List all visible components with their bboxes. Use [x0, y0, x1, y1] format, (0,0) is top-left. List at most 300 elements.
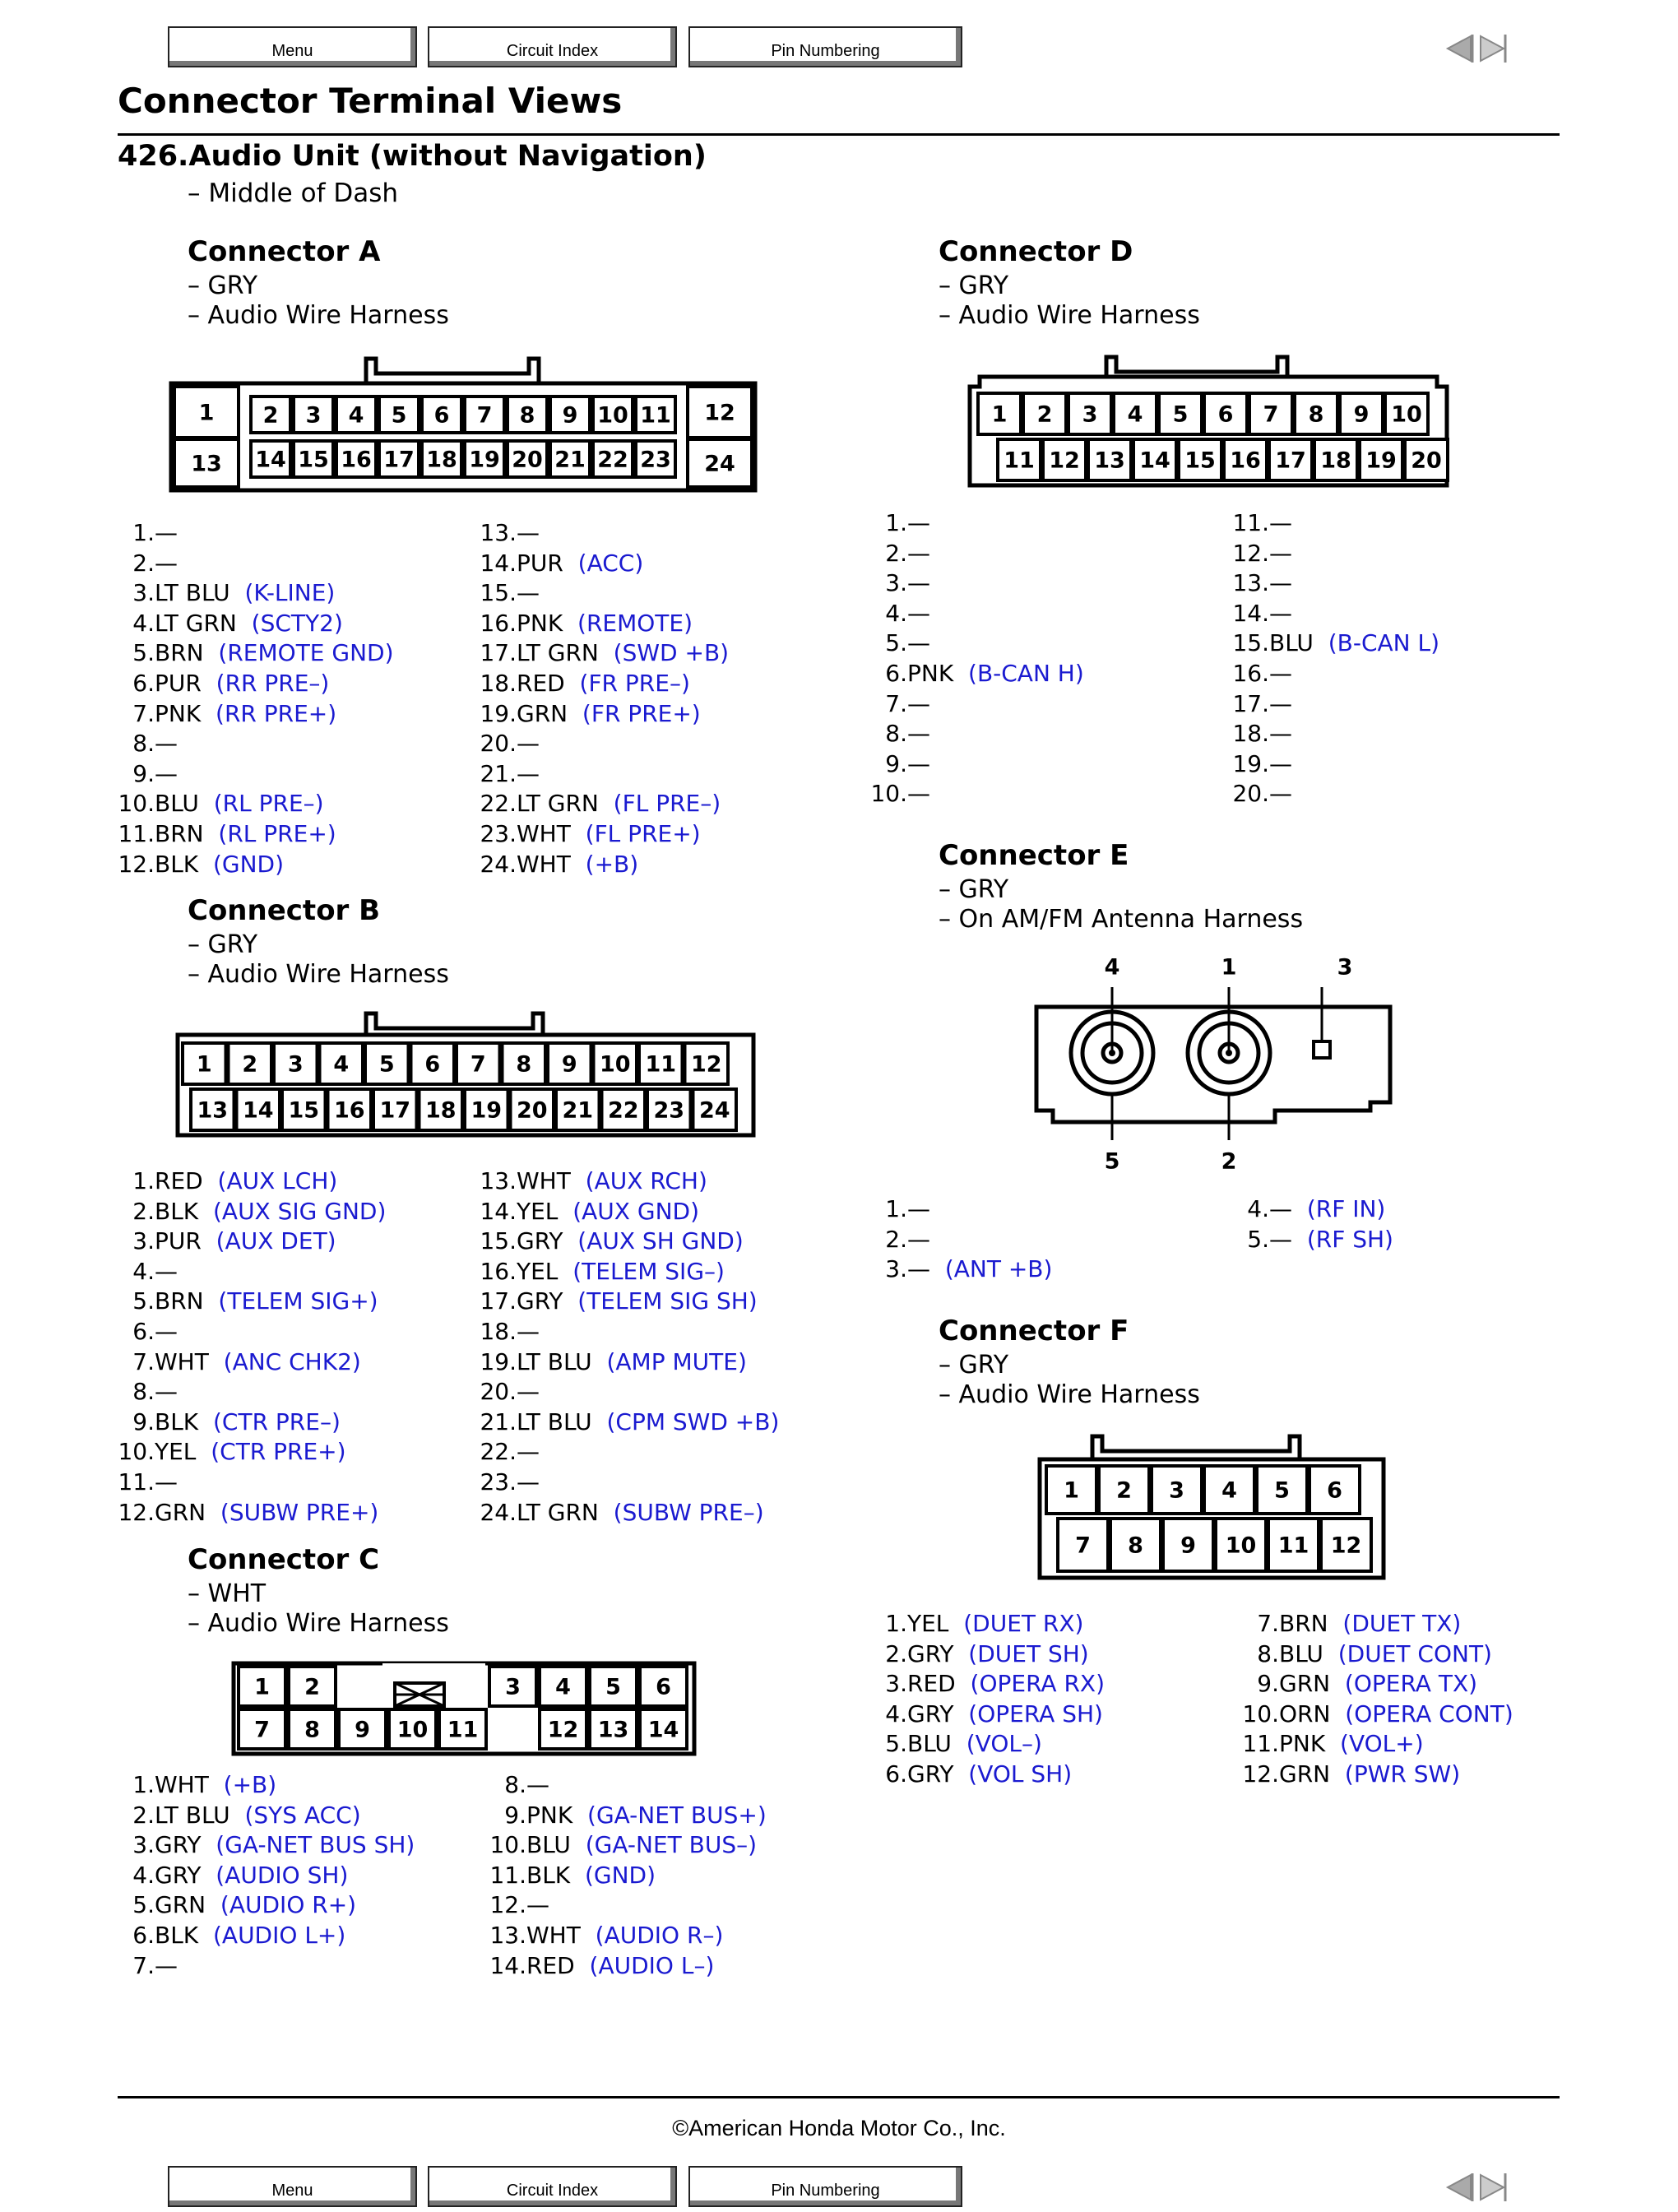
pin-number: 14. [480, 1197, 517, 1225]
component-heading: 426.Audio Unit (without Navigation) [118, 140, 707, 173]
pin-number: 5. [132, 1891, 155, 1919]
pin-row [115, 1861, 415, 1891]
previous-page-icon[interactable] [1448, 2175, 1471, 2200]
pin-number: 19. [480, 699, 517, 727]
pin-row [477, 578, 729, 609]
pin-number: 21. [480, 759, 517, 787]
pin-function: (AUX SIG GND) [212, 1197, 387, 1225]
pin-number: 24. [480, 1498, 517, 1526]
pin-number: 22. [480, 1438, 517, 1466]
pin-row [1230, 628, 1439, 659]
terminal-number: 24 [704, 451, 735, 477]
wire-color: — [155, 519, 178, 546]
connector-d-pins-left [868, 508, 1084, 809]
pin-row [1230, 1194, 1393, 1225]
pin-function: (SCTY2) [251, 609, 343, 637]
pin-function: (RL PRE+) [218, 819, 336, 847]
terminal-number: 6 [656, 1674, 671, 1700]
pin-row [477, 1197, 779, 1227]
wire-color: ORN [1279, 1700, 1331, 1727]
connector-b-meta [188, 930, 449, 990]
wire-color: PUR [517, 549, 563, 577]
terminal-number: 5 [391, 402, 407, 429]
wire-color: BLK [155, 850, 199, 878]
pin-number: 2. [885, 1639, 907, 1667]
terminal-number: 7 [1263, 401, 1279, 428]
terminal-number: 7 [1075, 1533, 1091, 1559]
connector-c-diagram [230, 1662, 707, 1760]
connector-a-title: Connector A [188, 235, 381, 268]
terminal-number: 7 [476, 402, 493, 429]
pin-row [477, 549, 729, 579]
pin-function: (OPERA RX) [970, 1670, 1106, 1698]
pin-function: (DUET SH) [968, 1639, 1089, 1667]
pin-row [868, 539, 1084, 569]
previous-page-icon[interactable] [1448, 36, 1471, 61]
connector-e-pins-left [868, 1194, 1052, 1285]
wire-color: — [1269, 689, 1292, 717]
wire-color: BLU [155, 790, 199, 818]
terminal-number: 9 [1180, 1533, 1196, 1559]
wire-color: GRN [517, 699, 568, 727]
terminal-number: 13 [597, 1717, 629, 1743]
wire-color: — [907, 629, 930, 657]
locking-tab [366, 1013, 543, 1035]
pin-number: 17. [480, 639, 517, 667]
next-page-icon[interactable] [1481, 36, 1504, 61]
wire-color: LT BLU [517, 1347, 592, 1375]
pin-row [477, 1257, 779, 1287]
wire-color: GRY [517, 1227, 563, 1255]
pin-row [477, 638, 729, 669]
pin-number: 5. [885, 1730, 907, 1758]
pin-function: (CTR PRE–) [212, 1407, 341, 1435]
pin-function: (REMOTE) [577, 609, 693, 637]
pin-row [115, 638, 394, 669]
pin-number: 4. [132, 1861, 155, 1889]
pin-function: (K-LINE) [244, 579, 336, 607]
pin-number: 14. [489, 1951, 526, 1979]
pin-row [1230, 568, 1439, 599]
pin-number: 9. [132, 1407, 155, 1435]
pin-row [115, 699, 394, 730]
pin-number: 13. [1232, 569, 1269, 597]
wire-color: PNK [907, 659, 954, 687]
pin-function: (CTR PRE+) [211, 1438, 346, 1466]
pin-number: 15. [1232, 629, 1269, 657]
pin-row [115, 518, 394, 549]
pin-number: 22. [480, 790, 517, 818]
pin-row [477, 1921, 767, 1951]
pin-number: 4. [885, 599, 907, 627]
terminal-number: 19 [470, 1097, 503, 1124]
wire-color: WHT [155, 1347, 209, 1375]
pin-row [868, 719, 1084, 749]
wire-color: GRY [155, 1861, 202, 1889]
wire-color: — [1269, 749, 1292, 777]
pin-function: (GA-NET BUS SH) [216, 1831, 415, 1859]
page-title: Connector Terminal Views [118, 81, 623, 121]
pin-row [477, 1951, 767, 1982]
pin-number: 18. [1232, 720, 1269, 748]
terminal-number: 4 [1104, 954, 1120, 981]
terminal-number: 11 [1004, 448, 1035, 474]
pin-function: (AMP MUTE) [606, 1347, 747, 1375]
terminal-number: 8 [1128, 1533, 1143, 1559]
pin-row [868, 1609, 1105, 1639]
pin-number: 15. [480, 579, 517, 607]
pin-row [115, 1197, 386, 1227]
pin-numbering-button-bottom[interactable]: Pin Numbering [688, 2166, 962, 2207]
pin-function: (OPERA SH) [968, 1700, 1103, 1727]
connector-e-title: Connector E [939, 839, 1129, 872]
pin-number: 1. [132, 1771, 155, 1798]
pin-number: 11. [118, 819, 155, 847]
pin-row [115, 1347, 386, 1378]
pin-row [868, 1639, 1105, 1670]
wire-color: — [1269, 539, 1292, 567]
wire-color: — [907, 689, 930, 717]
connector-b-pins-right [477, 1166, 779, 1528]
pin-row [115, 789, 394, 819]
pin-row [868, 628, 1084, 659]
pin-number: 1. [885, 1610, 907, 1637]
pin-function: (SUBW PRE–) [613, 1498, 764, 1526]
terminal-number: 4 [348, 402, 364, 429]
wire-color: — [907, 720, 930, 748]
pin-row [1230, 689, 1439, 720]
pin-row [868, 1194, 1052, 1225]
pin-number: 3. [885, 1670, 907, 1698]
wire-color: RED [907, 1670, 956, 1698]
pin-function: (ANT +B) [944, 1255, 1053, 1283]
terminal-number: 14 [242, 1097, 274, 1124]
wire-color: PNK [526, 1801, 573, 1829]
terminal-number: 1 [991, 401, 1008, 428]
pin-row [115, 549, 394, 579]
terminal-number: 21 [562, 1097, 594, 1124]
pin-function: (FL PRE+) [585, 819, 701, 847]
pin-row [477, 1498, 779, 1528]
wire-color: — [907, 780, 930, 808]
terminal-number: 12 [1330, 1533, 1362, 1559]
terminal-number: 4 [555, 1674, 571, 1700]
wire-color: BLU [1279, 1639, 1323, 1667]
terminal-number: 12 [704, 400, 735, 426]
pin-number: 3. [885, 569, 907, 597]
pin-row [477, 609, 729, 639]
title-divider [118, 133, 1560, 136]
pin-number: 3. [132, 1227, 155, 1255]
pin-row [115, 1951, 415, 1982]
pin-row [1230, 1609, 1513, 1639]
terminal-number: 21 [554, 447, 586, 473]
pin-row [868, 508, 1084, 539]
pin-number: 2. [132, 1197, 155, 1225]
terminal-number: 6 [1217, 401, 1234, 428]
pin-number: 6. [885, 1760, 907, 1788]
wire-color: — [1269, 720, 1292, 748]
pin-number: 6. [132, 1921, 155, 1949]
pin-number: 13. [480, 519, 517, 546]
connector-c-color: – WHT [188, 1579, 267, 1608]
pin-number: 17. [1232, 689, 1269, 717]
pin-row [115, 1287, 386, 1317]
pin-function: (TELEM SIG+) [218, 1287, 378, 1315]
wire-color: — [907, 1225, 930, 1253]
pin-number: 9. [132, 759, 155, 787]
connector-f-meta [939, 1351, 1200, 1410]
pin-row [115, 1890, 415, 1921]
wire-color: — [517, 1378, 540, 1406]
pin-number: 11. [1242, 1730, 1279, 1758]
terminal-number: 22 [597, 447, 628, 473]
wire-color: — [907, 1255, 930, 1283]
circuit-index-button-bottom[interactable]: Circuit Index [428, 2166, 677, 2207]
pin-row [115, 819, 394, 850]
pin-row [477, 1317, 779, 1347]
connector-c-pins-left [115, 1770, 415, 1981]
pin-row [868, 1700, 1105, 1730]
pin-number: 4. [132, 1257, 155, 1285]
wire-color: — [1269, 1225, 1292, 1253]
pin-number: 1. [132, 519, 155, 546]
pin-number: 8. [132, 730, 155, 758]
pin-function: (RR PRE–) [216, 669, 330, 697]
connector-f-harness: – Audio Wire Harness [939, 1380, 1200, 1409]
pin-function: (+B) [585, 850, 639, 878]
wire-color: BLK [155, 1921, 199, 1949]
pin-number: 12. [1232, 539, 1269, 567]
wire-color: GRY [517, 1287, 563, 1315]
pin-number: 12. [118, 1498, 155, 1526]
terminal-number: 2 [262, 402, 279, 429]
wire-color: — [1269, 659, 1292, 687]
pin-numbering-button[interactable]: Pin Numbering [688, 26, 962, 67]
wire-color: BLK [526, 1861, 571, 1889]
pin-function: (VOL+) [1340, 1730, 1424, 1758]
wire-color: — [517, 759, 540, 787]
wire-color: RED [155, 1167, 203, 1194]
menu-button[interactable]: Menu [168, 26, 417, 67]
pin-row [477, 850, 729, 880]
pin-row [115, 759, 394, 790]
connector-d-meta [939, 271, 1200, 331]
pin-function: (TELEM SIG SH) [577, 1287, 758, 1315]
pin-number: 13. [480, 1167, 517, 1194]
connector-b-title: Connector B [188, 894, 381, 927]
pin-row [1230, 1225, 1393, 1255]
pin-number: 20. [480, 1378, 517, 1406]
terminal-number: 18 [426, 447, 457, 473]
terminal-number: 14 [255, 447, 286, 473]
terminal-number: 23 [653, 1097, 685, 1124]
terminal-number: 13 [1094, 448, 1125, 474]
pin-row [115, 1498, 386, 1528]
connector-f-color: – GRY [939, 1351, 1009, 1380]
terminal-number: 3 [505, 1674, 521, 1700]
pin-row [477, 1770, 767, 1801]
terminal-number: 1 [254, 1674, 270, 1700]
terminal-number: 5 [1274, 1477, 1290, 1504]
pin-function: (SUBW PRE+) [220, 1498, 379, 1526]
pin-number: 13. [489, 1921, 526, 1949]
pin-row [868, 779, 1084, 809]
terminal-number: 23 [640, 447, 671, 473]
page-nav-arrows[interactable] [1438, 30, 1513, 67]
terminal-number: 14 [1139, 448, 1170, 474]
pin-number: 11. [489, 1861, 526, 1889]
pin-row [868, 1254, 1052, 1285]
pin-function: (GND) [584, 1861, 656, 1889]
pin-row [115, 1377, 386, 1407]
connector-d-pins-right [1230, 508, 1439, 809]
pin-row [1230, 1729, 1513, 1760]
pin-row [1230, 779, 1439, 809]
pin-function: (AUX DET) [216, 1227, 336, 1255]
terminal-number: 3 [305, 402, 322, 429]
pin-function: (RF SH) [1306, 1225, 1393, 1253]
pin-function: (GA-NET BUS–) [585, 1831, 758, 1859]
terminal-number: 10 [599, 1051, 631, 1078]
terminal-number: 8 [1308, 401, 1324, 428]
wire-color: — [517, 1468, 540, 1496]
pin-row [868, 599, 1084, 629]
circuit-index-button[interactable]: Circuit Index [428, 26, 677, 67]
wire-color: — [517, 519, 540, 546]
pin-number: 2. [885, 1225, 907, 1253]
terminal-number: 3 [1082, 401, 1098, 428]
pin-number: 4. [885, 1700, 907, 1727]
pin-function: (AUDIO L+) [212, 1921, 346, 1949]
connector-c-title: Connector C [188, 1543, 380, 1576]
wire-color: GRN [1279, 1760, 1331, 1788]
wire-color: PNK [1279, 1730, 1326, 1758]
terminal-number: 17 [1275, 448, 1306, 474]
terminal-number: 19 [469, 447, 500, 473]
pin-function: (AUDIO L–) [589, 1951, 715, 1979]
wire-color: YEL [907, 1610, 949, 1637]
pin-row [1230, 1639, 1513, 1670]
pin-number: 4. [1247, 1195, 1269, 1222]
pin-function: (ACC) [577, 549, 644, 577]
pin-number: 3. [885, 1255, 907, 1283]
pin-row [477, 1347, 779, 1378]
terminal-number: 20 [516, 1097, 548, 1124]
pin-number: 15. [480, 1227, 517, 1255]
pin-number: 5. [132, 1287, 155, 1315]
pin-number: 5. [132, 639, 155, 667]
terminal-number: 5 [605, 1674, 621, 1700]
wire-color: YEL [155, 1438, 197, 1466]
wire-color: BLU [907, 1730, 952, 1758]
wire-color: — [155, 730, 178, 758]
terminal-number: 8 [304, 1717, 320, 1743]
pin-row [1230, 539, 1439, 569]
terminal-number: 5 [1172, 401, 1189, 428]
pin-function: (RR PRE+) [216, 699, 337, 727]
pin-number: 8. [132, 1378, 155, 1406]
pin-number: 6. [132, 1317, 155, 1345]
wire-color: BRN [155, 639, 204, 667]
pin-number: 4. [132, 609, 155, 637]
wire-color: — [907, 599, 930, 627]
terminal-number: 16 [1230, 448, 1261, 474]
pin-row [1230, 749, 1439, 780]
terminal-number: 6 [424, 1051, 441, 1078]
wire-color: BLU [526, 1831, 571, 1859]
pin-number: 9. [885, 749, 907, 777]
wire-color: — [907, 569, 930, 597]
pin-function: (FR PRE+) [582, 699, 701, 727]
pin-row [868, 568, 1084, 599]
pin-number: 7. [885, 689, 907, 717]
pin-row [477, 1377, 779, 1407]
next-page-icon[interactable] [1481, 2175, 1504, 2200]
wire-color: RED [517, 669, 565, 697]
pin-row [115, 1317, 386, 1347]
pin-row [115, 1801, 415, 1831]
connector-d-harness: – Audio Wire Harness [939, 301, 1200, 330]
pin-function: (RF IN) [1306, 1195, 1386, 1222]
wire-color: — [1269, 569, 1292, 597]
pin-row [477, 1890, 767, 1921]
terminal-number: 12 [547, 1717, 579, 1743]
pin-number: 5. [1247, 1225, 1269, 1253]
terminal-number: 11 [640, 402, 671, 429]
pin-function: (FL PRE–) [613, 790, 721, 818]
connector-a-pins-left [115, 518, 394, 879]
terminal-number: 10 [597, 402, 628, 429]
pin-number: 19. [1232, 749, 1269, 777]
pin-number: 10. [489, 1831, 526, 1859]
wire-color: BLK [155, 1197, 199, 1225]
pin-function: (B-CAN L) [1328, 629, 1440, 657]
locking-tab [1106, 357, 1287, 377]
pin-row [1230, 599, 1439, 629]
wire-color: — [517, 1317, 540, 1345]
terminal-number: 9 [355, 1717, 370, 1743]
wire-color: PUR [155, 1227, 202, 1255]
terminal-number: 4 [333, 1051, 350, 1078]
connector-a-meta [188, 271, 449, 331]
pin-function: (B-CAN H) [968, 659, 1084, 687]
pin-number: 16. [480, 609, 517, 637]
terminal-number: 7 [254, 1717, 270, 1743]
pin-row [477, 1468, 779, 1498]
connector-f-title: Connector F [939, 1315, 1129, 1347]
wire-color: RED [526, 1951, 575, 1979]
pin-number: 5. [885, 629, 907, 657]
terminal-number: 6 [433, 402, 450, 429]
pin-number: 12. [1242, 1760, 1279, 1788]
page-nav-arrows-bottom[interactable] [1438, 2168, 1513, 2206]
wire-color: — [907, 749, 930, 777]
terminal-number: 4 [1221, 1477, 1237, 1504]
pin-number: 3. [132, 1831, 155, 1859]
wire-color: GRN [1279, 1670, 1331, 1698]
wire-color: LT GRN [517, 639, 599, 667]
wire-color: — [155, 1468, 178, 1496]
pin-function: (VOL–) [966, 1730, 1042, 1758]
pin-row [477, 1227, 779, 1257]
pin-function: (AUX RCH) [585, 1167, 707, 1194]
pin-row [477, 669, 729, 699]
pin-number: 24. [480, 850, 517, 878]
menu-button-bottom[interactable]: Menu [168, 2166, 417, 2207]
pin-number: 3. [132, 579, 155, 607]
pin-row [868, 1729, 1105, 1760]
